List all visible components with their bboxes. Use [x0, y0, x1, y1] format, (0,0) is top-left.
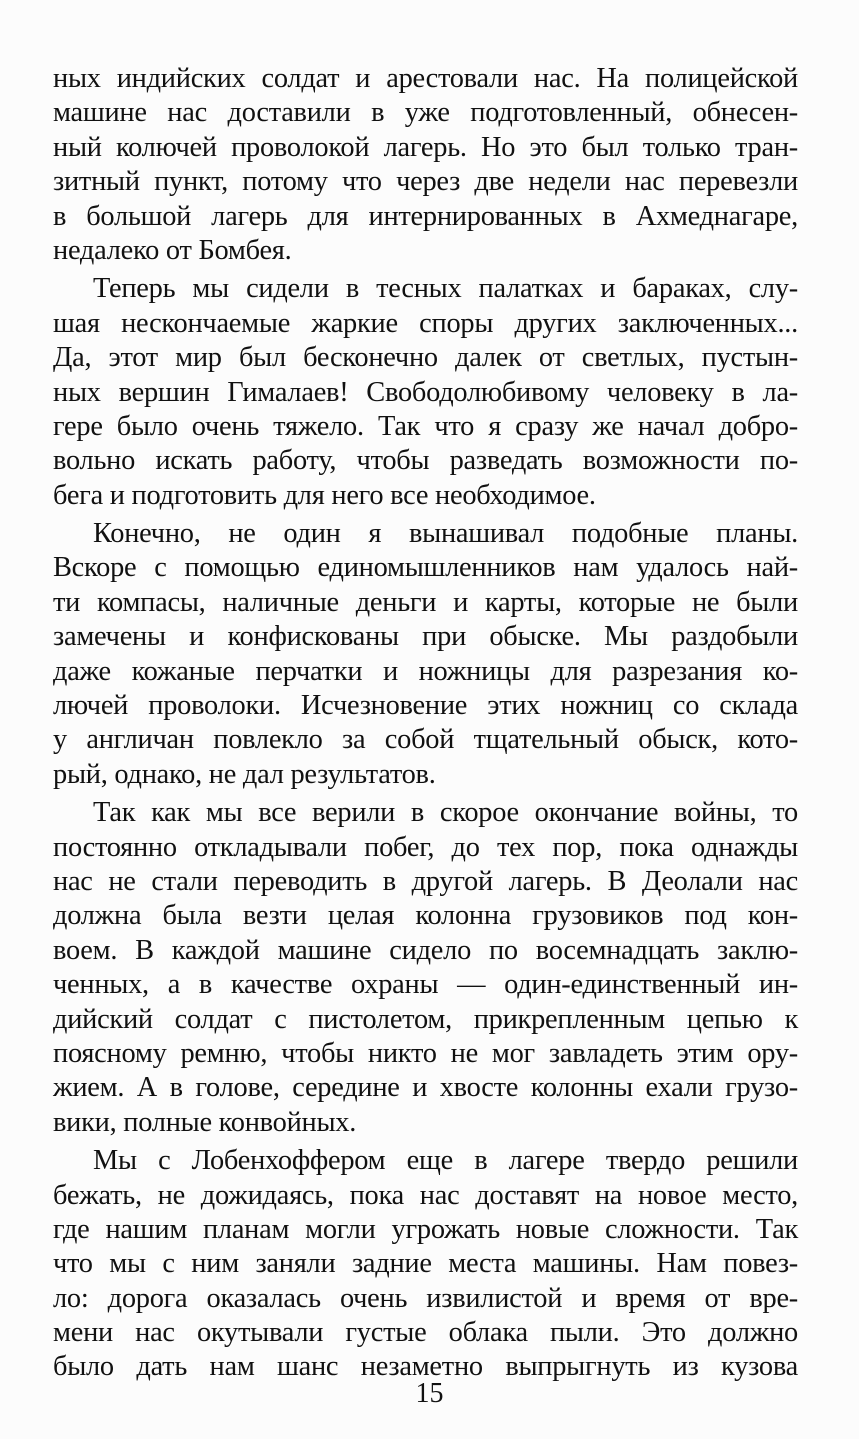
text-line: Вскоре с помощью единомышленников нам удалось най-: [53, 552, 798, 584]
text-line: вольно искать работу, чтобы разведать возможности по-: [53, 445, 798, 477]
paragraph: [53, 62, 798, 268]
text-line: шая нескончаемые жаркие споры других заключенных...: [53, 307, 798, 339]
text-line: ченных, а в качестве охраны — один-единственный ин-: [53, 969, 798, 1001]
text-line: дийский солдат с пистолетом, прикрепленным цепью к: [53, 1003, 798, 1035]
text-line: замечены и конфискованы при обыске. Мы раздобыли: [53, 621, 798, 653]
text-line: должна была везти целая колонна грузовиков под кон-: [53, 900, 798, 932]
text-line: мени нас окутывали густые облака пыли. Это должно: [53, 1317, 798, 1349]
text-line: ных индийских солдат и арестовали нас. На полицейской: [53, 63, 798, 94]
text-line: Теперь мы сидели в тесных палатках и бараках, слу-: [93, 273, 798, 305]
text-line: Мы с Лобенхоффером еще в лагере твердо решили: [93, 1145, 798, 1177]
paragraph: [53, 517, 798, 792]
text-line: было дать нам шанс незаметно выпрыгнуть из кузова: [53, 1351, 798, 1383]
text-line: Так как мы все верили в скорое окончание войны, то: [93, 797, 798, 829]
text-line: у англичан повлекло за собой тщательный обыск, кото-: [53, 724, 798, 756]
paragraph: [53, 272, 798, 513]
text-line: где нашим планам могли угрожать новые сложности. Так: [53, 1213, 798, 1245]
text-line: воем. В каждой машине сидело по восемнадцать заклю-: [53, 934, 798, 966]
text-line: постоянно откладывали побег, до тех пор, пока однажды: [53, 831, 798, 863]
text-line: зитный пункт, потому что через две недели нас перевезли: [53, 166, 798, 198]
text-line: Конечно, не один я вынашивал подобные планы.: [93, 518, 798, 550]
text-line: недалеко от Бомбея.: [53, 234, 292, 266]
text-line: бежать, не дожидаясь, пока нас доставят на новое место,: [53, 1179, 798, 1211]
text-line: ных вершин Гималаев! Свободолюбивому человеку в ла-: [53, 376, 798, 408]
text-line: машине нас доставили в уже подготовленный, обнесен-: [53, 97, 798, 129]
text-line: бега и подготовить для него все необходимое.: [53, 479, 596, 511]
text-line: рый, однако, не дал результатов.: [53, 758, 436, 790]
text-line: даже кожаные перчатки и ножницы для разрезания ко-: [53, 655, 798, 687]
text-line: в большой лагерь для интернированных в Ахмеднагаре,: [53, 200, 798, 232]
text-line: жием. А в голове, середине и хвосте колонны ехали грузо-: [53, 1072, 798, 1104]
text-line: вики, полные конвойных.: [53, 1106, 357, 1138]
paragraph: [53, 796, 798, 1140]
text-line: ный колючей проволокой лагерь. Но это был только тран-: [53, 131, 798, 163]
page-number: 15: [415, 1378, 444, 1409]
body-text: [53, 62, 798, 1385]
text-line: гере было очень тяжело. Так что я сразу же начал добро-: [53, 410, 798, 442]
text-line: нас не стали переводить в другой лагерь. В Деолали нас: [53, 865, 798, 897]
text-line: что мы с ним заняли задние места машины. Нам повез-: [53, 1248, 798, 1280]
paragraph: [53, 1144, 798, 1385]
text-line: ло: дорога оказалась очень извилистой и время от вре-: [53, 1282, 798, 1314]
text-line: Да, этот мир был бесконечно далек от светлых, пустын-: [53, 342, 798, 374]
text-line: лючей проволоки. Исчезновение этих ножниц со склада: [53, 690, 798, 722]
text-line: ти компасы, наличные деньги и карты, которые не были: [53, 586, 798, 618]
text-line: поясному ремню, чтобы никто не мог завладеть этим ору-: [53, 1037, 798, 1069]
